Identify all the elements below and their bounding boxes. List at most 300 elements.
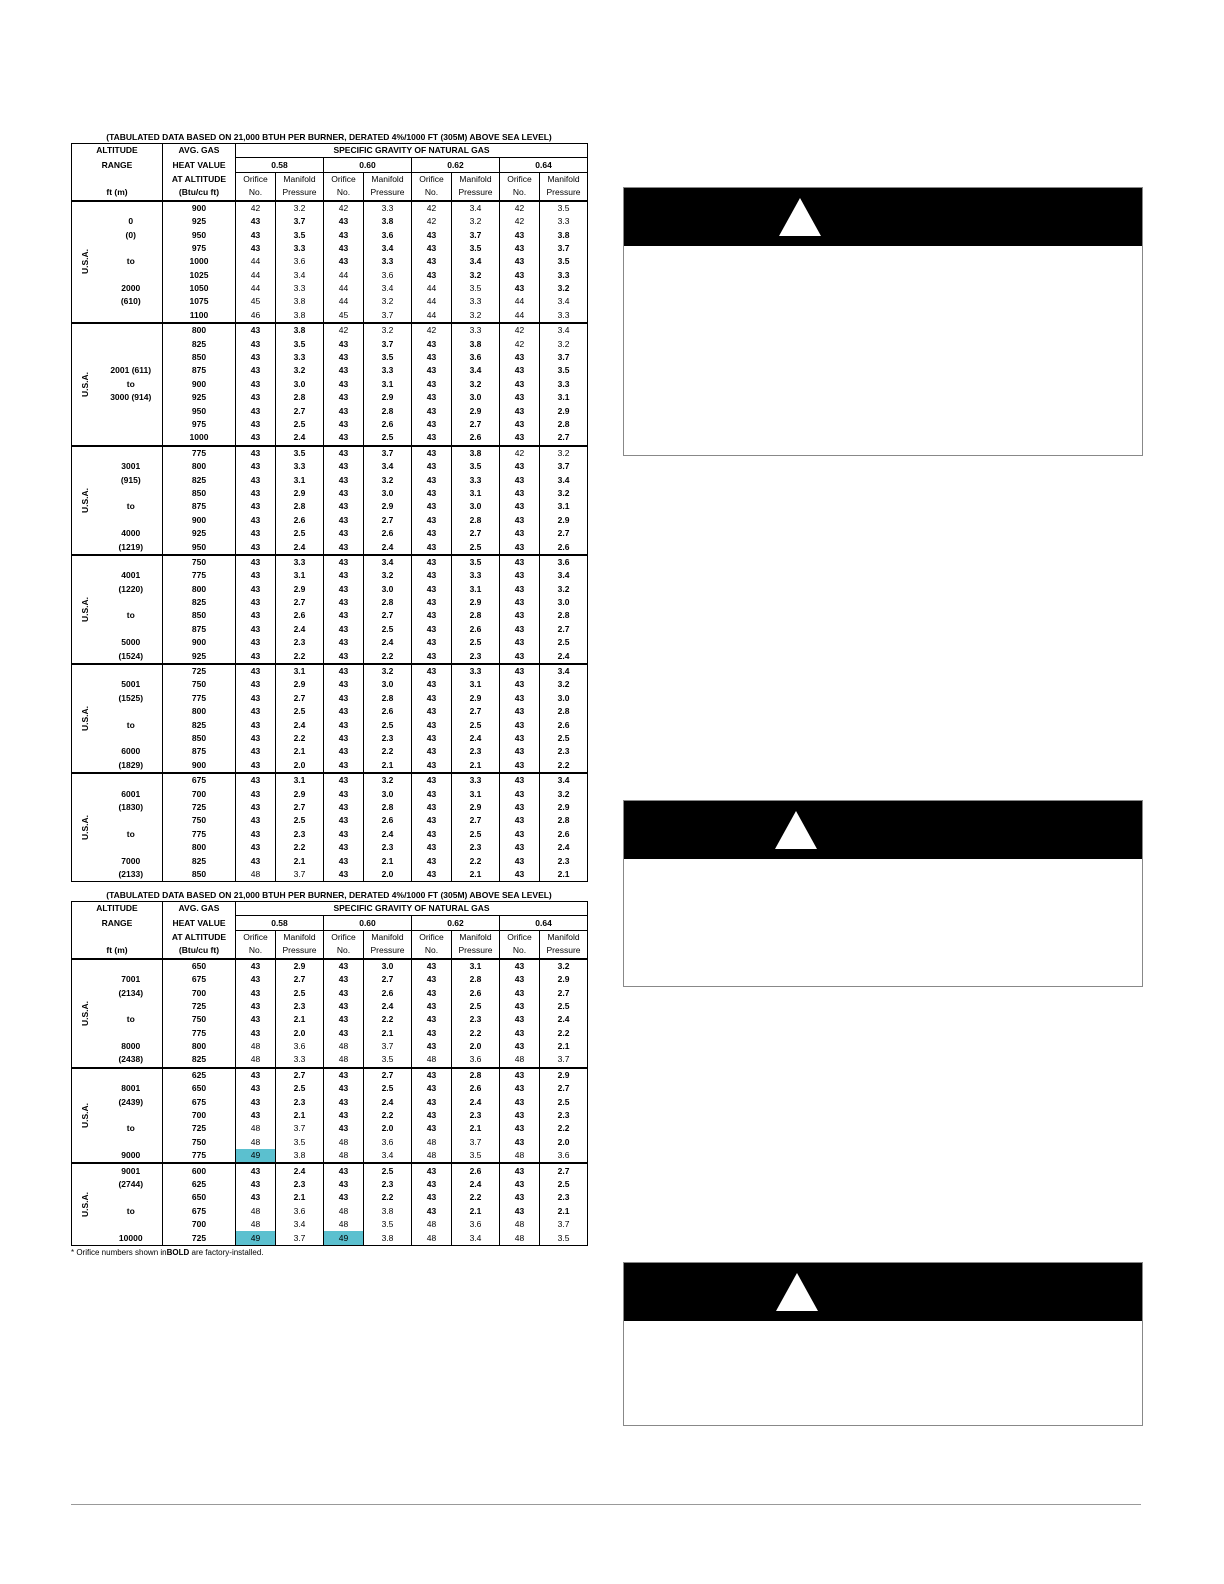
pressure-cell: 3.7 — [557, 1054, 570, 1065]
pressure-cell: 3.5 — [276, 337, 324, 350]
orifice-cell: 43 — [500, 1205, 540, 1218]
pressure-cell: 2.5 — [276, 986, 324, 999]
orifice-cell: 43 — [500, 351, 540, 364]
pressure-cell: 2.3 — [364, 841, 412, 854]
pressure-cell: 2.9 — [557, 801, 570, 812]
country-text: U.S.A. — [80, 815, 91, 841]
pressure-cell: 3.3 — [557, 378, 570, 389]
pressure-cell: 2.6 — [452, 1082, 500, 1095]
orifice-cell: 43 — [236, 986, 276, 999]
pressure-cell: 3.5 — [557, 202, 570, 213]
pressure-cell: 3.4 — [452, 364, 500, 377]
country-text: U.S.A. — [80, 249, 91, 275]
pressure-cell: 3.4 — [364, 460, 412, 473]
pressure-cell: 2.2 — [276, 841, 324, 854]
orifice-cell: 43 — [412, 868, 452, 882]
country-label — [72, 959, 100, 1068]
orifice-cell: 43 — [324, 787, 364, 800]
altitude-range-cell — [100, 514, 163, 527]
orifice-cell: 43 — [500, 418, 540, 431]
orifice-cell: 42 — [236, 201, 276, 215]
orifice-cell: 43 — [500, 705, 540, 718]
altitude-range-cell: 3001 — [100, 460, 163, 473]
pressure-cell: 3.8 — [452, 446, 500, 460]
pressure-cell: 2.7 — [276, 1068, 324, 1082]
orifice-cell: 43 — [324, 583, 364, 596]
orifice-cell: 43 — [324, 418, 364, 431]
pressure-cell: 3.8 — [276, 323, 324, 337]
pressure-cell: 2.1 — [452, 1122, 500, 1135]
pressure-cell: 2.1 — [557, 1041, 570, 1052]
orifice-cell: 43 — [500, 596, 540, 609]
table-body — [72, 201, 588, 882]
orifice-cell: 43 — [412, 431, 452, 445]
heat-value-cell: 950 — [163, 540, 236, 554]
altitude-range-cell — [100, 705, 163, 718]
pressure-cell: 2.2 — [557, 759, 570, 770]
pressure-cell: 3.7 — [452, 1136, 500, 1149]
table-row — [72, 732, 588, 745]
altitude-header: ALTITUDE — [96, 145, 138, 156]
manifold-header: Manifold — [364, 172, 412, 186]
pressure-cell: 3.2 — [540, 446, 588, 460]
country-text: U.S.A. — [80, 371, 91, 397]
pressure-cell: 3.4 — [540, 773, 588, 787]
pressure-cell: 3.0 — [364, 787, 412, 800]
orifice-cell: 43 — [412, 255, 452, 268]
heat-value-cell: 650 — [163, 959, 236, 973]
altitude-range-cell: 7000 — [100, 854, 163, 867]
pressure-cell: 3.2 — [557, 788, 570, 799]
pressure-cell: 2.5 — [557, 1000, 570, 1011]
table-row — [72, 1205, 588, 1218]
table-row — [72, 282, 588, 295]
orifice-cell: 43 — [236, 1082, 276, 1095]
orifice-cell: 43 — [324, 431, 364, 445]
orifice-cell: 43 — [324, 1178, 364, 1191]
orifice-cell: 43 — [500, 242, 540, 255]
orifice-cell: 43 — [236, 569, 276, 582]
orifice-cell: 43 — [236, 596, 276, 609]
altitude-range-cell — [100, 773, 163, 787]
pressure-cell: 2.5 — [364, 1163, 412, 1177]
pressure-cell: 3.1 — [452, 583, 500, 596]
footnote-bold: BOLD — [166, 1247, 190, 1257]
pressure-cell: 3.3 — [452, 295, 500, 308]
pressure-cell: 3.3 — [276, 351, 324, 364]
table-row — [72, 460, 588, 473]
footnote-text-end: are factory-installed. — [189, 1247, 264, 1257]
orifice-cell: 43 — [412, 1205, 452, 1218]
pressure-cell: 2.4 — [557, 842, 570, 853]
orifice-cell: 43 — [324, 351, 364, 364]
pressure-cell: 2.5 — [364, 1082, 412, 1095]
pressure-cell: 3.0 — [364, 583, 412, 596]
altitude-range-cell — [100, 959, 163, 973]
orifice-no-header: No. — [412, 944, 452, 958]
pressure-cell: 2.0 — [557, 1136, 570, 1147]
altitude-range-cell: (2439) — [100, 1095, 163, 1108]
orifice-cell: 44 — [324, 269, 364, 282]
orifice-cell: 43 — [412, 1095, 452, 1108]
pressure-cell: 2.4 — [276, 540, 324, 554]
heat-value-cell: 875 — [163, 623, 236, 636]
altitude-range-cell: 9000 — [100, 1149, 163, 1163]
orifice-cell: 44 — [412, 309, 452, 323]
altitude-range-cell: to — [100, 1122, 163, 1135]
pressure-cell: 3.3 — [364, 364, 412, 377]
pressure-cell: 3.3 — [557, 269, 570, 280]
orifice-cell: 43 — [500, 473, 540, 486]
heat-value-cell: 825 — [163, 596, 236, 609]
orifice-cell: 43 — [236, 649, 276, 663]
orifice-cell: 43 — [324, 460, 364, 473]
orifice-cell: 43 — [500, 773, 540, 787]
orifice-cell: 48 — [236, 868, 276, 882]
pressure-cell: 2.1 — [452, 759, 500, 773]
table-row — [72, 1109, 588, 1122]
orifice-cell: 43 — [324, 569, 364, 582]
btu-header: (Btu/cu ft) — [163, 186, 236, 200]
orifice-cell: 43 — [500, 228, 540, 241]
orifice-cell: 43 — [324, 986, 364, 999]
orifice-cell: 43 — [500, 1163, 540, 1177]
orifice-cell: 43 — [324, 1082, 364, 1095]
table-row — [72, 854, 588, 867]
table-row — [72, 1178, 588, 1191]
altitude-range-cell — [100, 1191, 163, 1204]
altitude-range-cell: to — [100, 828, 163, 841]
orifice-cell: 42 — [500, 337, 540, 350]
pressure-cell: 3.7 — [276, 1231, 324, 1245]
table-row — [72, 269, 588, 282]
pressure-cell: 2.5 — [364, 431, 412, 445]
altitude-range-cell — [100, 664, 163, 678]
orifice-cell: 43 — [236, 787, 276, 800]
orifice-cell: 43 — [236, 623, 276, 636]
pressure-cell: 2.7 — [557, 528, 570, 539]
orifice-cell: 43 — [412, 527, 452, 540]
heat-value-cell: 775 — [163, 828, 236, 841]
orifice-cell: 43 — [412, 569, 452, 582]
orifice-cell: 43 — [500, 378, 540, 391]
table-row — [72, 473, 588, 486]
pressure-cell: 3.2 — [364, 569, 412, 582]
pressure-cell: 2.7 — [557, 623, 570, 634]
table-row — [72, 500, 588, 513]
orifice-cell: 48 — [412, 1053, 452, 1067]
manifold-header: Manifold — [276, 930, 324, 944]
orifice-cell: 43 — [500, 1136, 540, 1149]
orifice-cell: 43 — [324, 841, 364, 854]
orifice-cell: 43 — [412, 378, 452, 391]
pressure-cell: 2.2 — [364, 649, 412, 663]
orifice-cell: 42 — [324, 201, 364, 215]
orifice-cell: 43 — [236, 527, 276, 540]
pressure-cell: 2.5 — [452, 718, 500, 731]
orifice-cell: 48 — [236, 1122, 276, 1135]
pressure-cell: 2.5 — [276, 705, 324, 718]
pressure-cell: 2.2 — [557, 1027, 570, 1038]
pressure-cell: 2.0 — [276, 1027, 324, 1040]
orifice-cell: 44 — [236, 269, 276, 282]
pressure-cell: 2.3 — [276, 828, 324, 841]
pressure-cell: 3.4 — [452, 1231, 500, 1245]
table-row — [72, 1000, 588, 1013]
pressure-cell: 2.0 — [364, 868, 412, 882]
pressure-cell: 3.1 — [276, 473, 324, 486]
table-row — [72, 1053, 588, 1067]
orifice-cell: 43 — [500, 959, 540, 973]
orifice-cell: 43 — [412, 959, 452, 973]
orifice-cell: 43 — [324, 228, 364, 241]
table-row — [72, 431, 588, 445]
heat-value-cell: 650 — [163, 1191, 236, 1204]
heat-value-cell: 625 — [163, 1068, 236, 1082]
orifice-cell: 43 — [412, 555, 452, 569]
orifice-cell: 43 — [500, 692, 540, 705]
orifice-cell: 43 — [324, 718, 364, 731]
orifice-cell: 43 — [500, 1013, 540, 1026]
pressure-cell: 2.3 — [364, 732, 412, 745]
pressure-cell: 2.7 — [276, 404, 324, 417]
pressure-cell: 3.1 — [557, 501, 570, 512]
heat-value-cell: 675 — [163, 973, 236, 986]
pressure-cell: 2.4 — [276, 718, 324, 731]
pressure-cell: 3.8 — [364, 1231, 412, 1245]
heat-value-cell: 1100 — [163, 309, 236, 323]
table-row — [72, 1149, 588, 1163]
table-row — [72, 841, 588, 854]
orifice-cell: 43 — [324, 391, 364, 404]
heat-value-cell: 750 — [163, 1136, 236, 1149]
pressure-cell: 2.7 — [452, 705, 500, 718]
altitude-range-cell — [100, 623, 163, 636]
pressure-cell: 3.7 — [557, 242, 570, 253]
pressure-header: Pressure — [452, 944, 500, 958]
orifice-cell: 43 — [324, 1068, 364, 1082]
ft-m-header: ft (m) — [106, 945, 128, 956]
pressure-cell: 3.0 — [276, 378, 324, 391]
pressure-cell: 2.6 — [452, 986, 500, 999]
pressure-cell: 3.6 — [452, 1218, 500, 1231]
table-row — [72, 759, 588, 773]
orifice-cell: 43 — [500, 269, 540, 282]
pressure-cell: 2.7 — [452, 418, 500, 431]
table-row — [72, 828, 588, 841]
pressure-cell: 2.9 — [364, 391, 412, 404]
pressure-cell: 2.5 — [276, 418, 324, 431]
heat-value-cell: 925 — [163, 527, 236, 540]
pressure-cell: 2.1 — [276, 854, 324, 867]
pressure-cell: 3.4 — [557, 296, 570, 307]
pressure-cell: 3.6 — [540, 555, 588, 569]
pressure-cell: 2.1 — [557, 1205, 570, 1216]
country-text: U.S.A. — [80, 1192, 91, 1218]
pressure-cell: 2.0 — [276, 759, 324, 773]
orifice-cell: 43 — [236, 378, 276, 391]
heat-value-cell: 750 — [163, 678, 236, 691]
orifice-header: Orifice — [324, 172, 364, 186]
heat-value-cell: 650 — [163, 1082, 236, 1095]
pressure-cell: 2.1 — [364, 759, 412, 773]
pressure-cell: 3.1 — [557, 392, 570, 403]
pressure-cell: 2.3 — [452, 745, 500, 758]
heat-value-cell: 700 — [163, 1109, 236, 1122]
orifice-cell: 43 — [500, 1068, 540, 1082]
pressure-cell: 3.7 — [364, 337, 412, 350]
pressure-cell: 3.6 — [557, 1150, 570, 1161]
pressure-cell: 3.3 — [452, 773, 500, 787]
table-row — [72, 323, 588, 337]
pressure-cell: 2.2 — [276, 732, 324, 745]
pressure-cell: 2.8 — [276, 391, 324, 404]
orifice-cell: 43 — [412, 1109, 452, 1122]
pressure-cell: 3.7 — [557, 352, 570, 363]
pressure-cell: 2.9 — [276, 583, 324, 596]
orifice-cell: 43 — [236, 215, 276, 228]
country-label — [72, 201, 100, 324]
pressure-header: Pressure — [364, 944, 412, 958]
altitude-range-cell — [100, 1218, 163, 1231]
orifice-cell: 43 — [500, 569, 540, 582]
altitude-range-cell: 3000 (914) — [100, 391, 163, 404]
orifice-cell: 43 — [412, 1082, 452, 1095]
altitude-range-cell — [100, 404, 163, 417]
orifice-cell: 43 — [412, 718, 452, 731]
pressure-cell: 2.2 — [452, 854, 500, 867]
orifice-cell: 43 — [236, 801, 276, 814]
orifice-cell: 43 — [500, 636, 540, 649]
orifice-cell: 48 — [412, 1218, 452, 1231]
orifice-cell: 43 — [324, 364, 364, 377]
orifice-cell: 43 — [412, 418, 452, 431]
pressure-cell: 2.8 — [557, 610, 570, 621]
altitude-range-cell: (1525) — [100, 692, 163, 705]
pressure-cell: 3.8 — [276, 309, 324, 323]
orifice-cell: 43 — [500, 732, 540, 745]
orifice-cell: 43 — [412, 269, 452, 282]
pressure-cell: 2.7 — [557, 432, 570, 443]
pressure-cell: 2.3 — [557, 1192, 570, 1203]
orifice-cell: 45 — [236, 295, 276, 308]
country-text: U.S.A. — [80, 1103, 91, 1129]
pressure-cell: 2.7 — [276, 801, 324, 814]
table-row — [72, 801, 588, 814]
pressure-cell: 3.4 — [452, 255, 500, 268]
pressure-cell: 2.6 — [276, 514, 324, 527]
orifice-cell: 43 — [236, 841, 276, 854]
pressure-cell: 2.8 — [452, 973, 500, 986]
orifice-cell: 43 — [236, 1000, 276, 1013]
country-text: U.S.A. — [80, 487, 91, 513]
altitude-range-cell: to — [100, 378, 163, 391]
pressure-cell: 2.8 — [364, 692, 412, 705]
orifice-cell: 43 — [236, 323, 276, 337]
orifice-cell: 43 — [412, 337, 452, 350]
heat-value-cell: 775 — [163, 1027, 236, 1040]
altitude-range-cell — [100, 596, 163, 609]
orifice-cell: 48 — [236, 1136, 276, 1149]
pressure-cell: 2.5 — [557, 732, 570, 743]
orifice-header: Orifice — [324, 930, 364, 944]
orifice-cell: 43 — [412, 242, 452, 255]
heat-value-cell: 675 — [163, 1205, 236, 1218]
pressure-cell: 3.3 — [557, 309, 570, 320]
pressure-cell: 2.4 — [364, 1000, 412, 1013]
pressure-cell: 3.4 — [557, 474, 570, 485]
orifice-cell: 43 — [412, 801, 452, 814]
pressure-cell: 3.4 — [276, 1218, 324, 1231]
pressure-header: Pressure — [546, 187, 581, 198]
orifice-cell: 43 — [500, 801, 540, 814]
warning-box-3 — [623, 1262, 1143, 1426]
table-row — [72, 718, 588, 731]
pressure-cell: 2.1 — [452, 868, 500, 882]
pressure-cell: 3.6 — [276, 255, 324, 268]
pressure-cell: 3.2 — [364, 664, 412, 678]
orifice-cell: 49 — [236, 1231, 276, 1245]
orifice-cell: 44 — [412, 295, 452, 308]
table-row — [72, 555, 588, 569]
heat-value-cell: 925 — [163, 391, 236, 404]
pressure-cell: 2.2 — [557, 1123, 570, 1134]
orifice-cell: 43 — [236, 678, 276, 691]
table-header — [72, 144, 588, 201]
orifice-cell: 43 — [500, 718, 540, 731]
altitude-range-cell: (0) — [100, 228, 163, 241]
orifice-cell: 43 — [324, 215, 364, 228]
pressure-cell: 2.3 — [452, 1109, 500, 1122]
pressure-cell: 3.1 — [276, 664, 324, 678]
altitude-range-cell: (1220) — [100, 583, 163, 596]
orifice-cell: 43 — [236, 814, 276, 827]
heat-value-cell: 800 — [163, 705, 236, 718]
pressure-cell: 2.8 — [452, 1068, 500, 1082]
altitude-range-cell: 0 — [100, 215, 163, 228]
altitude-range-cell: (1829) — [100, 759, 163, 773]
orifice-cell: 43 — [412, 500, 452, 513]
orifice-cell: 43 — [324, 759, 364, 773]
pressure-cell: 3.4 — [364, 1149, 412, 1163]
orifice-cell: 43 — [236, 959, 276, 973]
table-row — [72, 364, 588, 377]
pressure-cell: 3.4 — [557, 570, 570, 581]
orifice-cell: 43 — [236, 1191, 276, 1204]
pressure-cell: 2.3 — [276, 1178, 324, 1191]
orifice-cell: 43 — [412, 1068, 452, 1082]
orifice-cell: 43 — [500, 555, 540, 569]
orifice-cell: 43 — [236, 1178, 276, 1191]
altitude-range-cell: (915) — [100, 473, 163, 486]
table-row — [72, 1163, 588, 1177]
orifice-cell: 43 — [412, 841, 452, 854]
pressure-cell: 2.7 — [364, 1068, 412, 1082]
table-row — [72, 1040, 588, 1053]
pressure-cell: 3.5 — [557, 365, 570, 376]
orifice-cell: 43 — [500, 487, 540, 500]
heat-value-cell: 1050 — [163, 282, 236, 295]
orifice-cell: 43 — [236, 828, 276, 841]
heat-value-cell: 800 — [163, 1040, 236, 1053]
pressure-cell: 2.7 — [557, 987, 570, 998]
pressure-cell: 2.1 — [276, 1013, 324, 1026]
pressure-cell: 3.0 — [364, 678, 412, 691]
altitude-range-cell: (2133) — [100, 868, 163, 882]
table-row — [72, 295, 588, 308]
orifice-cell: 43 — [236, 759, 276, 773]
pressure-cell: 2.4 — [364, 540, 412, 554]
